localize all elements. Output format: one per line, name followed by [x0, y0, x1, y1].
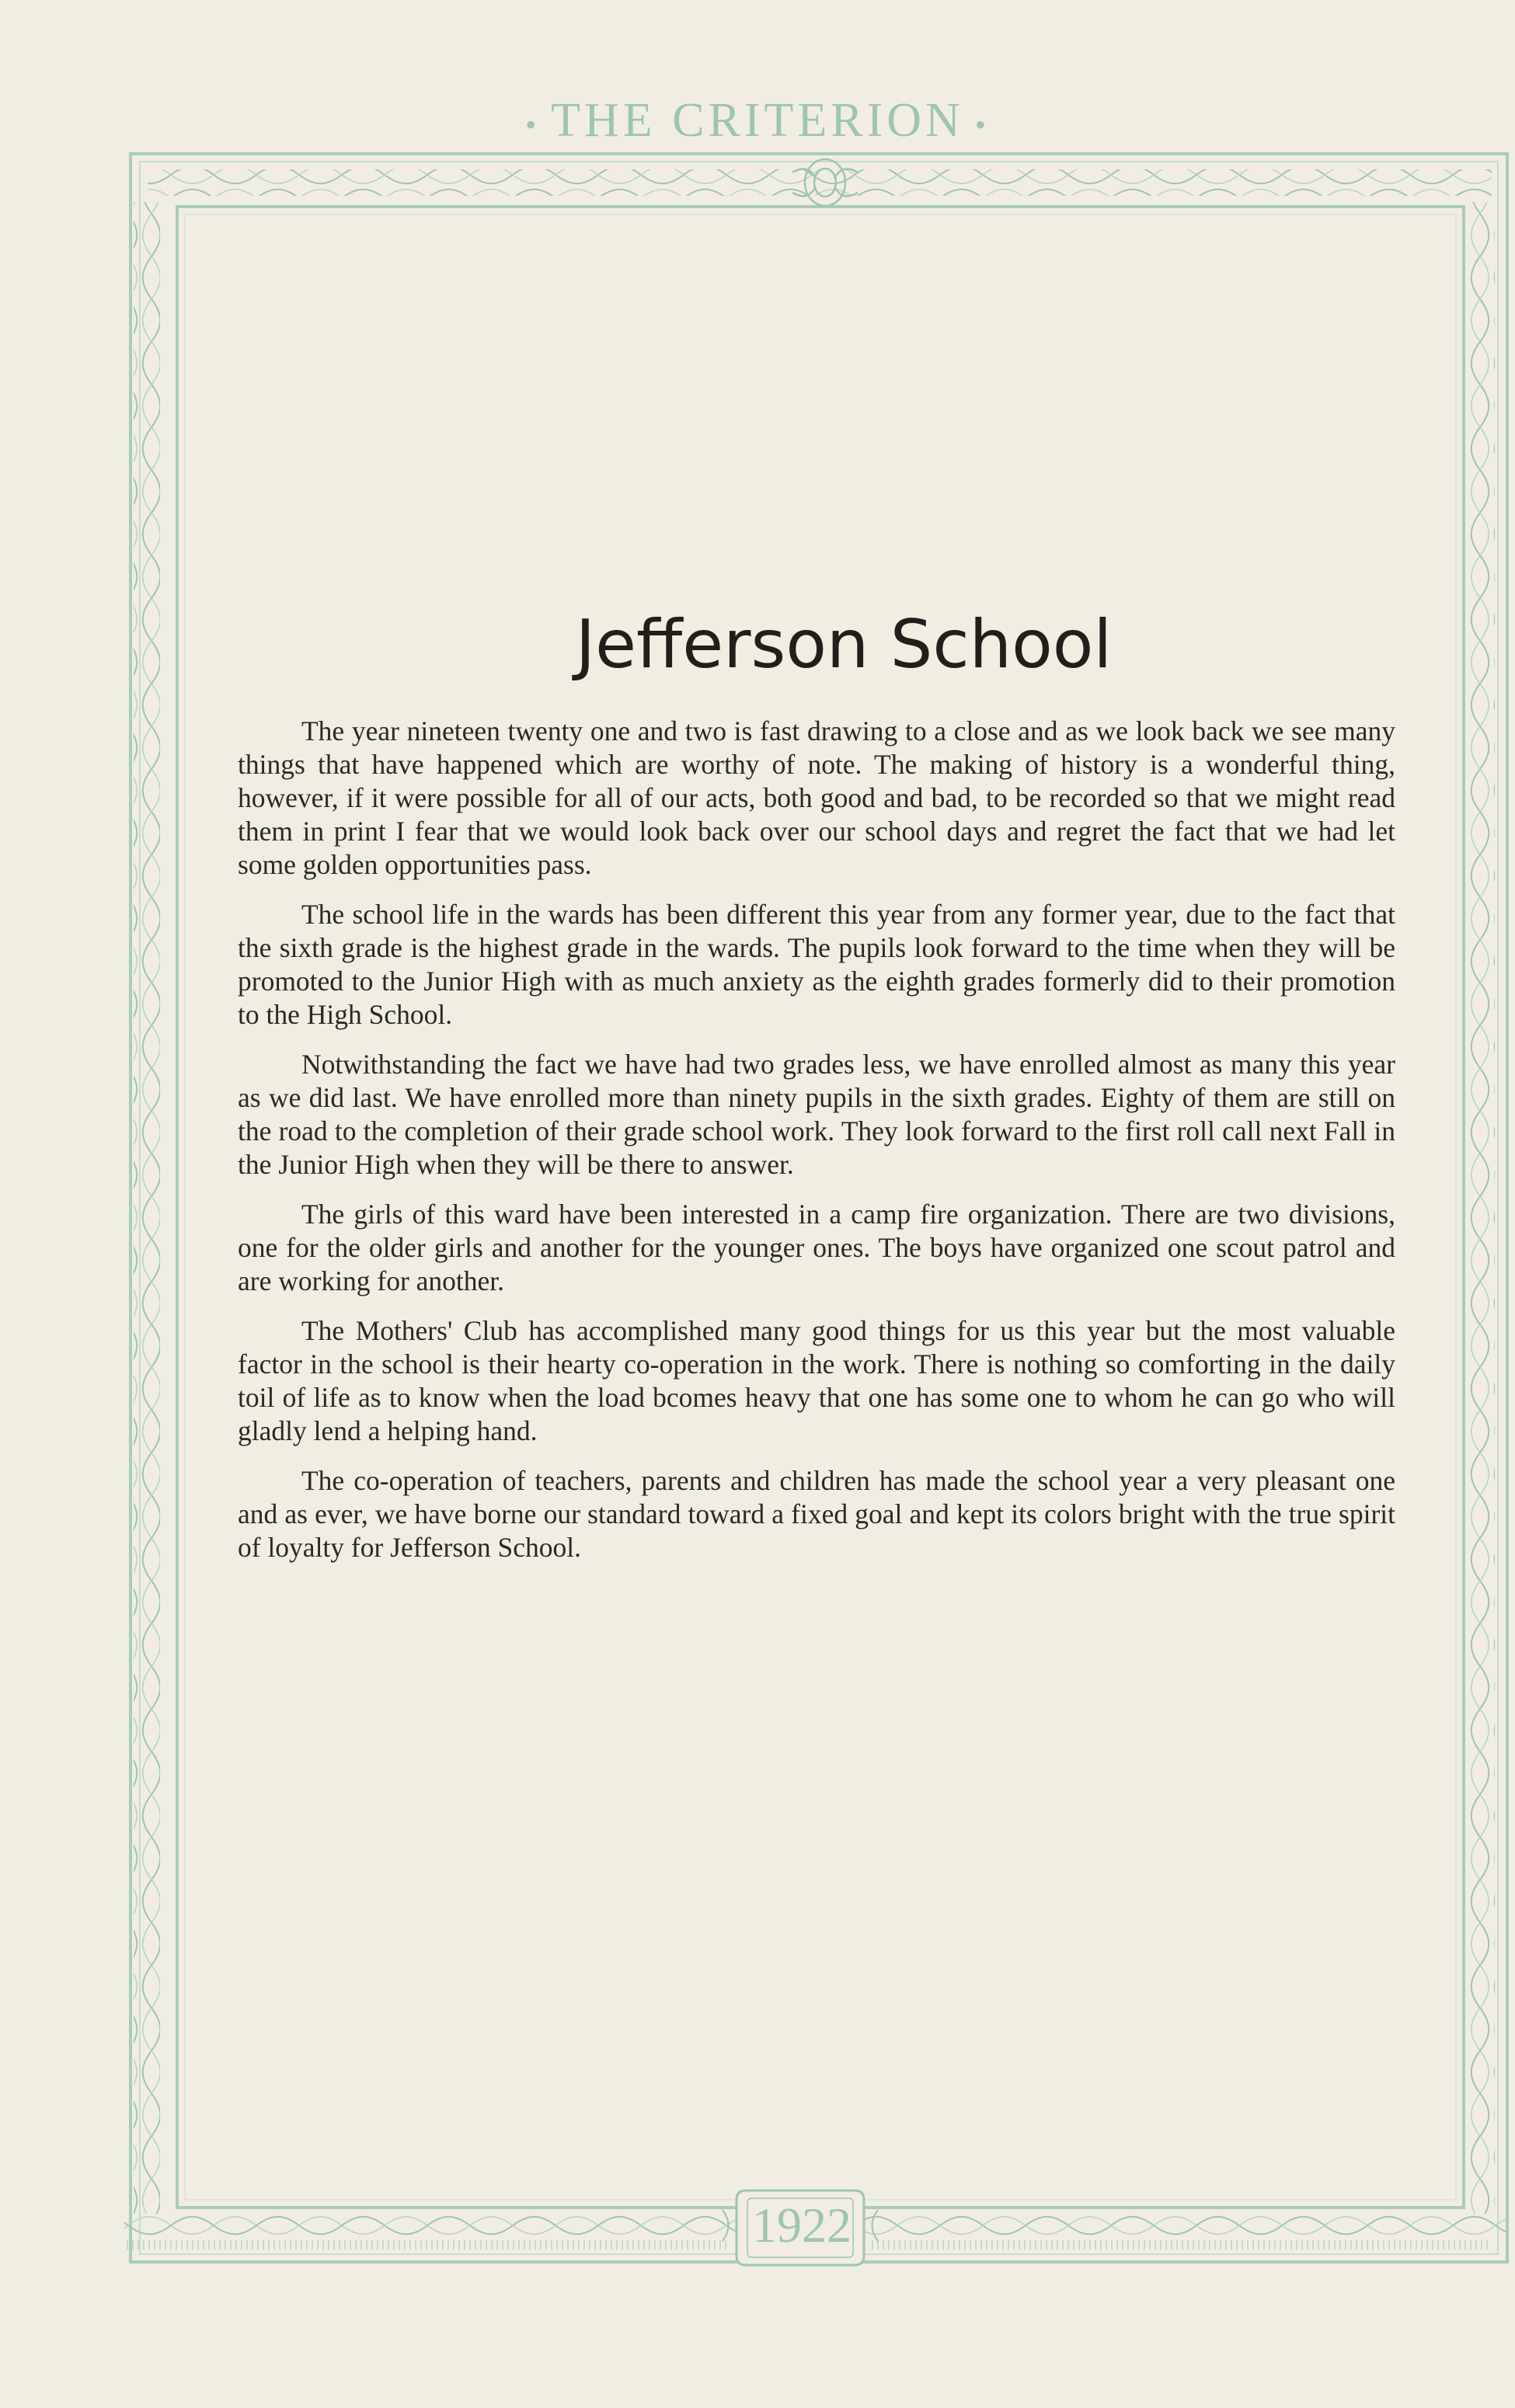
running-title: THE CRITERION [551, 94, 964, 147]
paragraph: The year nineteen twenty one and two is fast drawing to a close and as we look back we see many things that have happened which are worthy of note. The making of history is a wonderful thing, however, if it were possible for all of our acts, both good and bad, to be recorded so that we might read them in print I fear that we would look back over our school days and regret the fact that we had let some golden opportunities pass. [238, 715, 1395, 880]
article [238, 606, 1395, 1581]
paragraph: The girls of this ward have been interested in a camp fire organization. There are two divisions, one for the older girls and another for the younger ones. The boys have organized one scout patrol and are working for another. [238, 1199, 1395, 1296]
paragraph: The Mothers' Club has accomplished many good things for us this year but the most valuable factor in the school is their hearty co-operation in the work. There is nothing so comforting in the daily toil of life as to know when the load bcomes heavy that one has some one to whom he can go who will gladly lend a helping hand. [238, 1315, 1395, 1446]
separator-dot: • [974, 107, 990, 143]
paragraph: The co-operation of teachers, parents and children has made the school year a very pleasant one and as ever, we have borne our standard toward a fixed goal and kept its colors bright with the true spirit of loyalty for Jefferson School. [238, 1465, 1395, 1563]
paragraph: The school life in the wards has been different this year from any former year, due to the fact that the sixth grade is the highest grade in the wards. The pupils look forward to the time when they will be promoted to the Junior High with as much anxiety as the eighth grades formerly did to their promotion to the High School. [238, 899, 1395, 1030]
page-title: Jefferson School [575, 606, 1113, 684]
year-label: 1922 [752, 2197, 852, 2253]
paragraph: Notwithstanding the fact we have had two grades less, we have enrolled almost as many this year as we did last. We have enrolled more than ninety pupils in the sixth grades. Eighty of them are still on the road to the completion of their grade school work. They look forward to the first roll call next Fall in the Junior High when they will be there to answer. [238, 1049, 1395, 1180]
separator-dot: • [525, 107, 541, 143]
